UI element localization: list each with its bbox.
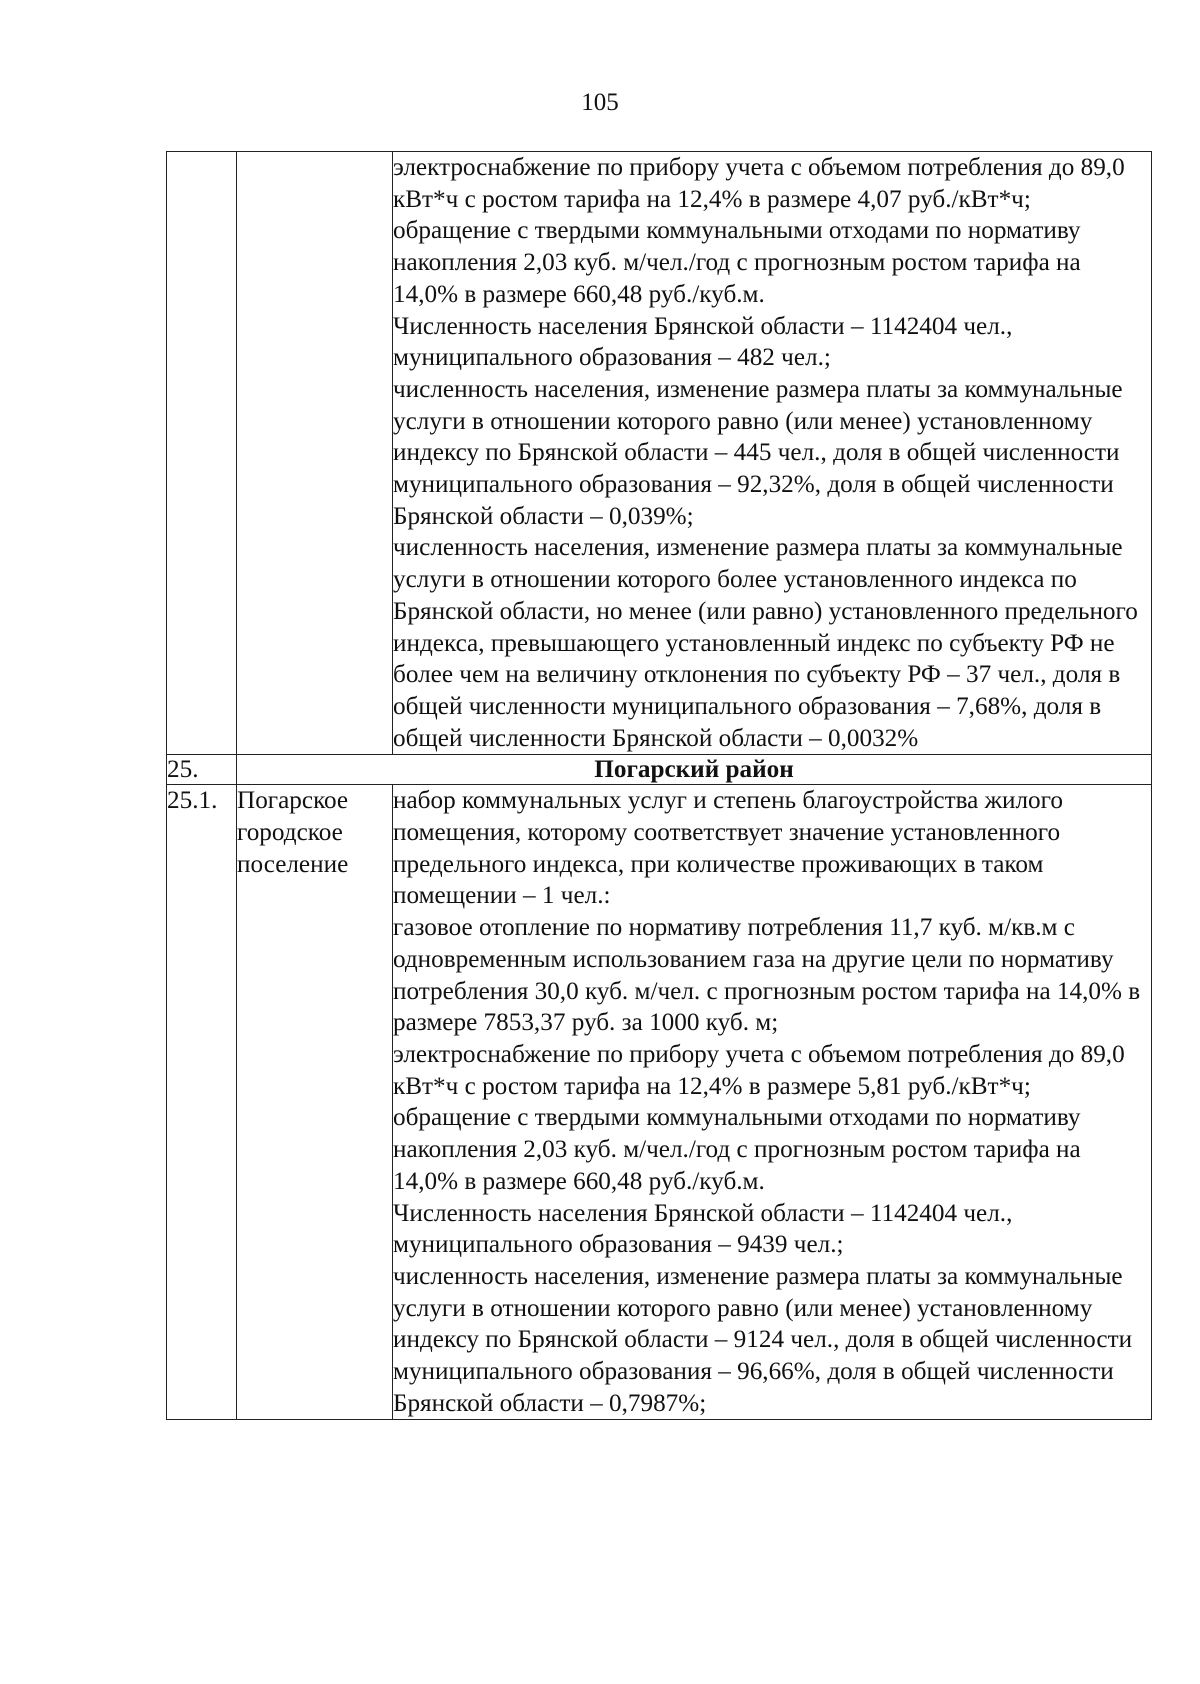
section-number: 25. <box>167 755 237 785</box>
continuation-paragraph: численность населения, изменение размера платы за коммунальные услуги в отношении которого более установленного индекса по Брянской области, но менее (или равно) установленного предельного индекса, превышающего установленный индекс по субъекту РФ не более чем на величину отклонения по субъекту РФ – 37 чел., доля в общей численности муниципального образования – 7,68%, доля в общей численности Брянской области – 0,0032% <box>393 534 1138 752</box>
entry-number: 25.1. <box>167 785 237 1420</box>
entry-text-cell <box>393 785 1152 1420</box>
continuation-row <box>167 152 1152 755</box>
entry-paragraph: набор коммунальных услуг и степень благоустройства жилого помещения, которому соответствует значение установленного предельного индекса, при количестве проживающих в таком помещении – 1 чел.: <box>393 787 1063 910</box>
entry-row <box>167 785 1152 1420</box>
page-number: 105 <box>581 89 619 116</box>
continuation-text-cell <box>393 152 1152 755</box>
continuation-number-cell <box>167 152 237 755</box>
section-row <box>167 755 1152 785</box>
entry-paragraph: обращение с твердыми коммунальными отходами по нормативу накопления 2,03 куб. м/чел./год с прогнозным ростом тарифа на 14,0% в размере 660,48 руб./куб.м. <box>393 1104 1081 1195</box>
continuation-name-cell <box>237 152 393 755</box>
continuation-paragraph: Численность населения Брянской области – 1142404 чел., муниципального образования – 482 чел.; <box>393 312 1013 372</box>
entry-paragraph: электроснабжение по прибору учета с объемом потребления до 89,0 кВт*ч с ростом тарифа на 12,4% в размере 5,81 руб./кВт*ч; <box>393 1040 1125 1100</box>
section-title: Погарский район <box>237 755 1152 785</box>
entry-paragraph: газовое отопление по нормативу потребления 11,7 куб. м/кв.м с одновременным использованием газа на другие цели по нормативу потребления 30,0 куб. м/чел. с прогнозным ростом тарифа на 14,0% в размере 7853,37 руб. за 1000 куб. м; <box>393 914 1141 1037</box>
tariff-table <box>166 151 1152 1420</box>
continuation-paragraph: электроснабжение по прибору учета с объемом потребления до 89,0 кВт*ч с ростом тарифа на 12,4% в размере 4,07 руб./кВт*ч; <box>393 154 1125 213</box>
entry-paragraph: численность населения, изменение размера платы за коммунальные услуги в отношении которого равно (или менее) установленному индексу по Брянской области – 9124 чел., доля в общей численности муниципального образования – 96,66%, доля в общей численности Брянской области – 0,7987%; <box>393 1262 1133 1417</box>
entry-paragraph: Численность населения Брянской области – 1142404 чел., муниципального образования – 9439 чел.; <box>393 1199 1013 1259</box>
continuation-paragraph: обращение с твердыми коммунальными отходами по нормативу накопления 2,03 куб. м/чел./год с прогнозным ростом тарифа на 14,0% в размере 660,48 руб./куб.м. <box>393 217 1081 308</box>
continuation-paragraph: численность населения, изменение размера платы за коммунальные услуги в отношении которого равно (или менее) установленному индексу по Брянской области – 445 чел., доля в общей численности муниципального образования – 92,32%, доля в общей численности Брянской области – 0,039%; <box>393 375 1123 530</box>
entry-name: Погарское городское поселение <box>237 785 393 1420</box>
